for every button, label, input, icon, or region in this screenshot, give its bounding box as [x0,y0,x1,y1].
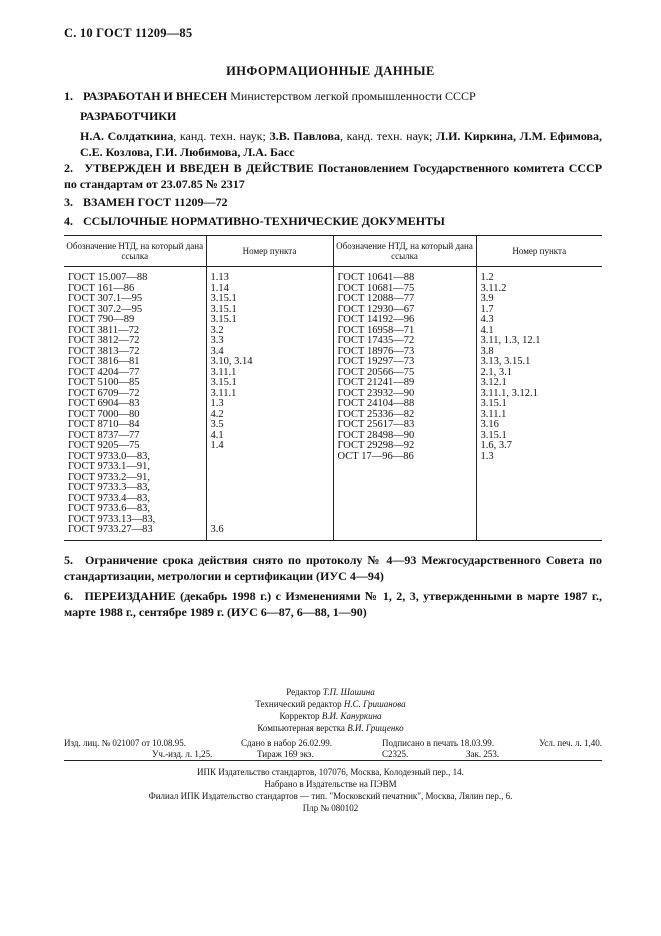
ntd-designation: ГОСТ 24104—88 [333,399,476,410]
item-5 [64,552,602,584]
developer-name: З.В. Павлова [269,129,340,143]
clause-number: 1.3 [476,452,602,463]
table-row [64,336,602,347]
ntd-designation: ГОСТ 5100—85 [68,377,140,388]
ntd-designation: ГОСТ 25617—83 [333,420,476,431]
clause-number: 4.2 [206,410,333,421]
ntd-designation: ГОСТ 20566—75 [333,368,476,379]
ntd-designation: ГОСТ 10681—75 [333,284,476,295]
clause-number [206,462,333,473]
imprint-line: ИПК Издательство стандартов, 107076, Москва, Колодезный пер., 14. [197,767,464,777]
clause-number [206,483,333,494]
clause-number: 1.7 [476,305,602,316]
clause-number: 3.6 [206,525,333,540]
credit-line: Компьютерная верстка В.И. Грищенко [257,723,404,733]
item-text: Министерством легкой промышленности СССР [230,89,476,103]
ntd-designation: ГОСТ 3816—81 [68,356,140,367]
clause-number: 1.13 [206,267,333,284]
item-text: Постановлением Государственного комитета СССР по стандартам от 23.07.85 № 2317 [64,161,603,191]
ntd-designation: ГОСТ 16958—71 [333,326,476,337]
clause-number: 3.16 [476,420,602,431]
item-text: Ограничение срока действия снято по протоколу № 4—93 Межгосударственного Совета по стандартизации, метрологии и сертификации (ИУС 4—94) [64,553,602,583]
clause-number: 3.10, 3.14 [206,357,333,368]
table-row [64,441,602,452]
clause-number [476,462,602,473]
developer-name: Н.А. Солдаткина [80,129,174,143]
table-row [64,378,602,389]
document-title: ИНФОРМАЦИОННЫЕ ДАННЫЕ [226,64,435,78]
item-heading: УТВЕРЖДЕН И ВВЕДЕН В ДЕЙСТВИЕ [84,161,314,175]
table-row [64,483,602,494]
table-row [64,420,602,431]
clause-number: 4.1 [476,326,602,337]
imprint-line: Филиал ИПК Издательство стандартов — тип. "Московский печатник", Москва, Лялин пер., 6. [148,791,513,801]
table-row [64,357,602,368]
ntd-designation: ГОСТ 9733.13—83, [68,513,156,525]
ntd-designation: ГОСТ 9205—75 [68,440,140,451]
clause-number: 4.3 [476,315,602,326]
imprint-block [0,766,661,814]
item-number: 3. [64,195,73,209]
col-header-ntd: Обозначение НТД, на который дана ссылка [64,236,206,267]
ntd-designation: ГОСТ 15.007—88 [68,272,148,283]
item-number: 4. [64,214,73,228]
ntd-designation [333,504,476,515]
item-heading: ПЕРЕИЗДАНИЕ [84,589,176,603]
clause-number: 3.15.1 [476,431,602,442]
ntd-designation: ГОСТ 14192—96 [333,315,476,326]
clause-number: 1.6, 3.7 [476,441,602,452]
clause-number [476,525,602,540]
clause-number [206,494,333,505]
table-row [64,315,602,326]
clause-number: 3.11.2 [476,284,602,295]
ntd-designation: ГОСТ 10641—88 [333,267,476,284]
ntd-designation: ГОСТ 9733.27—83 [64,525,206,540]
item-3 [64,194,228,210]
clause-number: 3.2 [206,326,333,337]
imprint-line: Плр № 080102 [302,803,359,813]
ntd-designation: ГОСТ 8710—84 [68,419,140,430]
ntd-designation: ГОСТ 9733.1—91, [68,461,151,472]
table-row [64,462,602,473]
clause-number: 1.3 [206,399,333,410]
clause-number [476,515,602,526]
table-row [64,504,602,515]
clause-number: 3.15.1 [476,399,602,410]
ntd-designation: ГОСТ 23932—90 [333,389,476,400]
clause-number: 3.11, 1.3, 12.1 [476,336,602,347]
clause-number [206,452,333,463]
clause-number: 3.4 [206,347,333,358]
table-body [64,267,602,541]
table-row [64,410,602,421]
clause-number: 1.14 [206,284,333,295]
clause-number: 3.11.1, 3.12.1 [476,389,602,400]
ntd-designation: ГОСТ 19297—73 [333,357,476,368]
clause-number: 2.1, 3.1 [476,368,602,379]
ntd-designation: ОСТ 17—96—86 [333,452,476,463]
ntd-designation: ГОСТ 3813—72 [68,345,140,357]
developer-title: , канд. техн. наук; [173,129,270,143]
divider [64,760,602,761]
item-number: 2. [64,161,73,175]
table-row [64,267,602,284]
ntd-designation: ГОСТ 28498—90 [333,431,476,442]
clause-number: 3.15.1 [206,315,333,326]
ntd-designation: ГОСТ 25336—82 [333,410,476,421]
table-row [64,431,602,442]
ntd-designation [333,473,476,484]
ntd-designation: ГОСТ 9733.2—91, [68,471,151,483]
col-header-clause: Номер пункта [206,236,333,267]
ntd-designation: ГОСТ 12930—67 [333,305,476,316]
clause-number: 3.13, 3.15.1 [476,357,602,368]
ntd-designation: ГОСТ 9733.0—83, [68,450,151,462]
ntd-designation: ГОСТ 790—89 [68,314,135,325]
item-heading: РАЗРАБОТАН И ВНЕСЕН [83,89,228,103]
table-row [64,305,602,316]
developer-name: Л.И. Киркина, Л.М. Ефимова, С.Е. Козлова, Г.И. Любимова, Л.А. Басс [80,129,602,159]
ntd-designation: ГОСТ 9733.4—83, [68,492,151,504]
clause-number: 3.15.1 [206,378,333,389]
credit-line: Технический редактор Н.С. Гришанова [255,699,406,709]
ntd-designation [333,483,476,494]
table-row [64,294,602,305]
credit-line: Корректор В.И. Кануркина [279,711,382,721]
item-number: 1. [64,89,73,103]
clause-number [476,504,602,515]
item-number: 6. [64,589,73,603]
clause-number: 3.5 [206,420,333,431]
ntd-designation: ГОСТ 21241—89 [333,378,476,389]
item-text: (декабрь 1998 г.) с Изменениями № 1, 2, 3, утвержденными в марте 1987 г., марте 1988 г., сентябре 1989 г. (ИУС 6—87, 6—88, 1—90) [64,589,603,619]
ntd-designation [333,462,476,473]
item-4 [64,213,445,229]
ntd-designation: ГОСТ 307.2—95 [68,303,143,315]
clause-number: 3.3 [206,336,333,347]
ntd-designation: ГОСТ 3812—72 [68,335,140,346]
ntd-designation: ГОСТ 9733.6—83, [68,503,151,514]
ntd-designation: ГОСТ 18976—73 [333,347,476,358]
clause-number: 3.15.1 [206,305,333,316]
ntd-designation [333,515,476,526]
ntd-designation: ГОСТ 307.1—95 [68,293,143,304]
col-header-ntd: Обозначение НТД, на который дана ссылка [333,236,476,267]
ntd-designation: ГОСТ 6709—72 [68,387,140,399]
table-row [64,389,602,400]
table-row [64,525,602,540]
table-row [64,284,602,295]
ntd-designation [333,494,476,505]
ntd-designation: ГОСТ 4204—77 [68,366,140,378]
clause-number: 4.1 [206,431,333,442]
clause-number [476,483,602,494]
item-1 [64,88,604,104]
ntd-designation: ГОСТ 9733.3—83, [68,482,151,493]
clause-number: 3.9 [476,294,602,305]
table-row [64,368,602,379]
credits-block [0,686,661,734]
ntd-designation: ГОСТ 3811—72 [68,324,140,336]
clause-number [206,515,333,526]
clause-number: 3.15.1 [206,294,333,305]
clause-number [206,473,333,484]
ntd-designation: ГОСТ 12088—77 [333,294,476,305]
ntd-designation: ГОСТ 7000—80 [68,408,140,420]
item-number: 5. [64,553,73,567]
developers-list [80,128,602,160]
clause-number: 1.4 [206,441,333,452]
ntd-designation: ГОСТ 161—86 [68,282,135,294]
ntd-designation [333,525,476,540]
clause-number [476,473,602,484]
clause-number [476,494,602,505]
ntd-designation: ГОСТ 29298—92 [333,441,476,452]
credit-line: Редактор Т.П. Шашина [286,687,375,697]
clause-number: 3.11.1 [476,410,602,421]
imprint-line: Набрано в Издательстве на ПЭВМ [264,779,397,789]
ntd-designation: ГОСТ 17435—72 [333,336,476,347]
item-6 [64,588,602,620]
publication-details: Изд. лиц. № 021007 от 10.08.95. Сдано в набор 26.02.99. Подписано в печать 18.03.99. Усл. печ. л. 1,40. Уч.-изд. л. 1,25. Тираж 169 экз. С2325. Зак. 253. [64,738,602,759]
clause-number: 3.8 [476,347,602,358]
col-header-clause: Номер пункта [476,236,602,267]
clause-number: 3.11.1 [206,389,333,400]
page-header: С. 10 ГОСТ 11209—85 [64,26,193,40]
clause-number: 3.11.1 [206,368,333,379]
table-row [64,399,602,410]
item-heading: ССЫЛОЧНЫЕ НОРМАТИВНО-ТЕХНИЧЕСКИЕ ДОКУМЕНТЫ [83,214,445,228]
table-header-row [64,236,602,267]
clause-number [206,504,333,515]
item-heading: ВЗАМЕН ГОСТ 11209—72 [83,195,228,209]
clause-number: 1.2 [476,267,602,284]
item-2 [64,160,602,192]
clause-number: 3.12.1 [476,378,602,389]
developers-heading: РАЗРАБОТЧИКИ [80,109,177,123]
references-table [64,235,602,541]
ntd-designation: ГОСТ 6904—83 [68,398,140,409]
developer-title: , канд. техн. наук; [339,129,437,143]
ntd-designation: ГОСТ 8737—77 [68,429,140,441]
